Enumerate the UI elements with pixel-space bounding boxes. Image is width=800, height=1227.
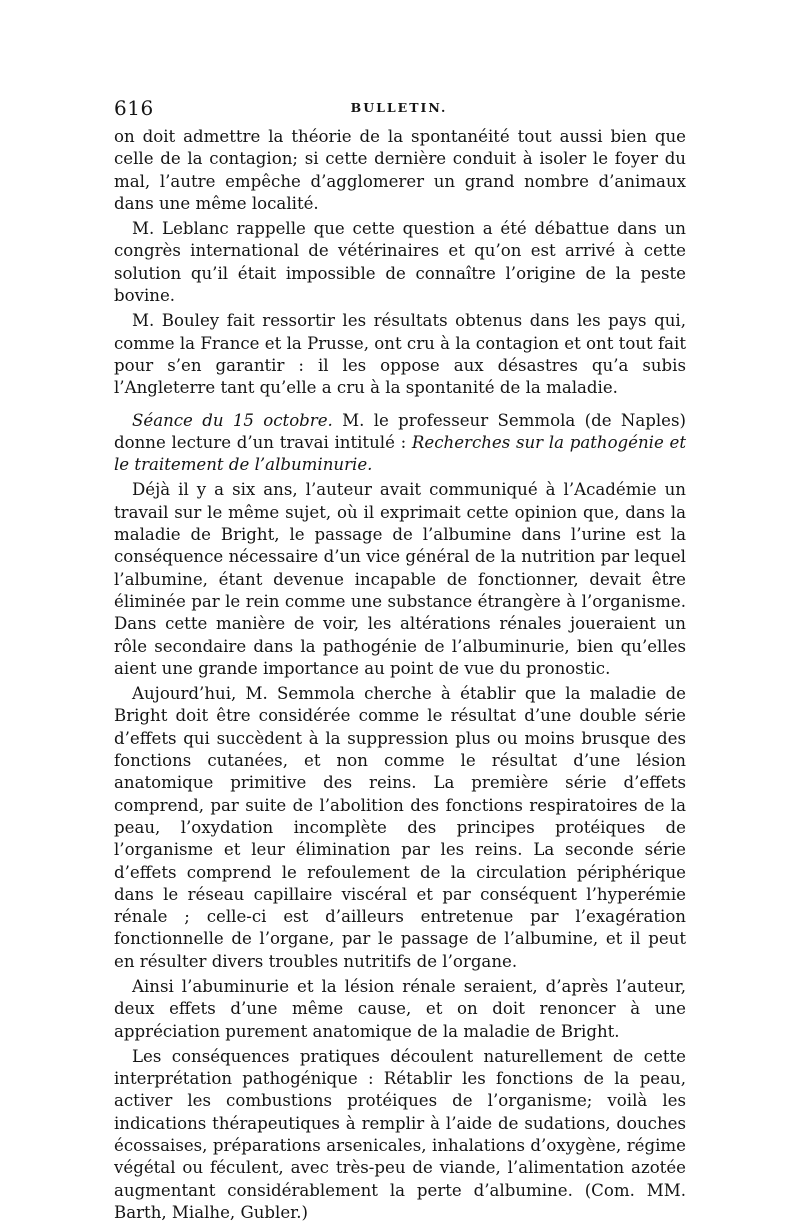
paragraph-consequences: Les conséquences pratiques découlent naturellement de cette interprétation pathogénique : Rétablir les fonctions de la peau, activer les combustions protéiques de l’organisme; voilà les indications thérapeutiques à remplir à l’aide de sudations, douches écossaises, préparations arsenicales, inhalations d’oxygène, régime végétal ou féculent, avec très-peu de viande, l’alimentation azotée augmentant considérablement la perte d’albumine. (Com. MM. Barth, Mialhe, Gubler.) (114, 1046, 686, 1222)
session-intro-text: M. le professeur Semmola (de Naples) donne lecture d’un travai intitulé : (114, 410, 686, 452)
body-text (114, 126, 686, 1227)
paragraph-deja: Déjà il y a six ans, l’auteur avait communiqué à l’Académie un travail sur le même sujet, où il exprimait cette opinion que, dans la maladie de Bright, le passage de l’albumine dans l’urine est la conséquence nécessaire d’un vice général de la nutrition par lequel l’albumine, étant devenue incapable de fonctionner, devait être éliminée par le rein comme une substance étrangère à l’organisme. Dans cette manière de voir, les altérations rénales joueraient un rôle secondaire dans la pathogénie de l’albuminurie, bien qu’elles aient une grande importance au point de vue du pronostic. (114, 480, 686, 678)
paragraph-ainsi: Ainsi l’abuminurie et la lésion rénale seraient, d’après l’auteur, deux effets d’une même cause, et on doit renoncer à une appréciation purement anatomique de la maladie de Bright. (114, 976, 686, 1041)
paragraph-spontaneite: on doit admettre la théorie de la spontanéité tout aussi bien que celle de la contagion; si cette dernière conduit à isoler le foyer du mal, l’autre empêche d’agglomerer un grand nombre d’animaux dans une même localité. (114, 127, 686, 213)
paragraph-leblanc: M. Leblanc rappelle que cette question a été débattue dans un congrès international de vétérinaires et qu’on est arrivé à cette solution qu’il était impossible de connaître l’origine de la peste bovine. (114, 219, 686, 306)
page-header (114, 96, 684, 124)
running-title: BULLETIN. (350, 100, 448, 115)
page-number: 616 (114, 96, 154, 120)
session-label: Séance du 15 octobre. (132, 410, 333, 430)
paragraph-aujourdhui: Aujourd’hui, M. Semmola cherche à établir que la maladie de Bright doit être considérée comme le résultat d’une double série d’effets qui succèdent à la suppression plus ou moins brusque des fonctions cutanées, et non comme le résultat d’une lésion anatomique primitive des reins. La première série d’effets comprend, par suite de l’abolition des fonctions respiratoires de la peau, l’oxydation incomplète des principes protéiques de l’organisme et leur élimination par les reins. La seconde série d’effets comprend le refoulement de la circulation périphérique dans le réseau capillaire viscéral et par conséquent l’hyperémie rénale ; celle-ci est d’ailleurs entretenue par l’exagération fonctionnelle de l’organe, par le passage de l’albumine, et il peut en résulter divers troubles nutritifs de l’organe. (114, 684, 686, 971)
work-title: Recherches sur la pathogénie et le traitement de l’albuminurie. (114, 432, 686, 475)
paragraph-seance (114, 410, 686, 477)
paragraph-bouley: M. Bouley fait ressortir les résultats obtenus dans les pays qui, comme la France et la Prusse, ont cru à la contagion et ont tout fait pour s’en garantir : il les oppose aux désastres qu’a subis l’Angleterre tant qu’elle a cru à la spontanité de la maladie. (114, 311, 686, 398)
